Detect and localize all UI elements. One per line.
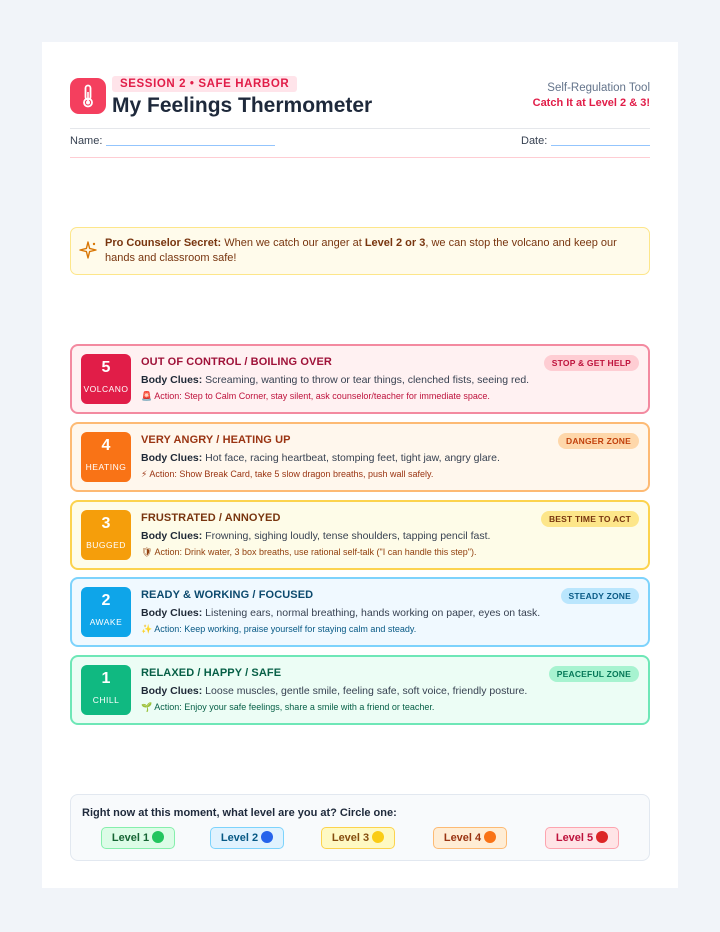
secret-text-b: , we can stop the volcano and keep our hands and classroom safe! [105, 237, 617, 264]
level-name: AWAKE [89, 617, 123, 627]
zone-badge: PEACEFUL ZONE [549, 666, 639, 682]
name-field[interactable] [106, 145, 275, 146]
body-clues [141, 685, 527, 697]
action-line [141, 391, 490, 402]
form-divider [70, 157, 650, 158]
zone-badge: DANGER ZONE [558, 433, 639, 449]
level-name: VOLCANO [83, 384, 129, 394]
option-label: Level 5 [555, 832, 594, 844]
secret-emphasis: Level 2 or 3 [364, 237, 426, 249]
level-3-option[interactable] [321, 827, 395, 849]
body-clues-label: Body Clues: [141, 374, 203, 386]
level-5-option[interactable] [545, 827, 619, 849]
level-2-option[interactable] [210, 827, 284, 849]
action-text: Action: Drink water, 3 box breaths, use rational self-talk ("I can handle this step"). [154, 547, 477, 557]
header [70, 76, 650, 126]
option-label: Level 1 [111, 832, 150, 844]
green-circle-icon [152, 831, 164, 843]
sparkle-icon [79, 241, 97, 259]
option-label: Level 2 [220, 832, 259, 844]
zone-badge: STOP & GET HELP [544, 355, 639, 371]
level-badge [81, 587, 131, 637]
level-number: 3 [101, 515, 111, 532]
counselor-secret-callout [70, 227, 650, 275]
level-badge [81, 510, 131, 560]
level-title: RELAXED / HAPPY / SAFE [141, 667, 282, 679]
sparkles-icon: ✨ [141, 624, 153, 634]
secret-lead: Pro Counselor Secret: [105, 237, 222, 249]
level-name: HEATING [85, 462, 127, 472]
level-card-3 [70, 500, 650, 570]
level-name: BUGGED [86, 540, 126, 550]
body-clues [141, 530, 490, 542]
body-clues-text: Listening ears, normal breathing, hands working on paper, eyes on task. [202, 607, 541, 619]
thermometer-icon [70, 78, 106, 114]
date-field[interactable] [551, 145, 650, 146]
action-text: Action: Enjoy your safe feelings, share a smile with a friend or teacher. [154, 702, 435, 712]
action-text: Action: Keep working, praise yourself for staying calm and steady. [154, 624, 417, 634]
action-text: Action: Step to Calm Corner, stay silent, ask counselor/teacher for immediate space. [154, 391, 490, 401]
tagline: Catch It at Level 2 & 3! [532, 97, 650, 109]
seedling-icon: 🌱 [141, 702, 153, 712]
name-date-row [70, 135, 650, 151]
action-line [141, 624, 416, 635]
body-clues [141, 607, 540, 619]
body-clues-label: Body Clues: [141, 607, 203, 619]
zone-badge: BEST TIME TO ACT [541, 511, 639, 527]
date-label: Date: [521, 135, 548, 147]
session-tag: SESSION 2 • SAFE HARBOR [112, 76, 297, 92]
level-badge [81, 665, 131, 715]
page-title: My Feelings Thermometer [112, 94, 373, 117]
option-label: Level 4 [443, 832, 482, 844]
action-text: Action: Show Break Card, take 5 slow dragon breaths, push wall safely. [149, 469, 434, 479]
level-number: 2 [101, 592, 111, 609]
secret-text-a: When we catch our anger at [221, 237, 365, 249]
body-clues-label: Body Clues: [141, 685, 203, 697]
level-card-4 [70, 422, 650, 492]
level-title: FRUSTRATED / ANNOYED [141, 512, 281, 524]
tool-label: Self-Regulation Tool [547, 82, 650, 94]
level-number: 5 [101, 359, 111, 376]
action-line [141, 547, 477, 558]
header-divider [70, 128, 650, 129]
level-badge [81, 432, 131, 482]
level-title: READY & WORKING / FOCUSED [141, 589, 314, 601]
zone-badge: STEADY ZONE [561, 588, 640, 604]
body-clues [141, 374, 529, 386]
body-clues-text: Screaming, wanting to throw or tear things, clenched fists, seeing red. [202, 374, 530, 386]
action-line [141, 469, 433, 480]
body-clues-label: Body Clues: [141, 530, 203, 542]
red-circle-icon [596, 831, 608, 843]
body-clues-label: Body Clues: [141, 452, 203, 464]
action-line [141, 702, 434, 713]
body-clues-text: Frowning, sighing loudly, tense shoulders, tapping pencil fast. [202, 530, 491, 542]
level-name: CHILL [92, 695, 120, 705]
level-title: OUT OF CONTROL / BOILING OVER [141, 356, 332, 368]
shield-icon: 🛡 [141, 547, 153, 557]
blue-circle-icon [261, 831, 273, 843]
level-card-1 [70, 655, 650, 725]
secret-text [105, 236, 640, 266]
level-number: 1 [101, 670, 111, 687]
level-title: VERY ANGRY / HEATING UP [141, 434, 291, 446]
name-label: Name: [70, 135, 103, 147]
level-number: 4 [101, 437, 111, 454]
orange-circle-icon [484, 831, 496, 843]
option-label: Level 3 [331, 832, 370, 844]
lightning-icon: ⚡ [141, 469, 148, 479]
yellow-circle-icon [372, 831, 384, 843]
level-card-5 [70, 344, 650, 414]
level-card-2 [70, 577, 650, 647]
body-clues-text: Loose muscles, gentle smile, feeling safe, soft voice, friendly posture. [202, 685, 528, 697]
checkin-box [70, 794, 650, 861]
level-4-option[interactable] [433, 827, 507, 849]
body-clues-text: Hot face, racing heartbeat, stomping feet, tight jaw, angry glare. [202, 452, 500, 464]
checkin-question: Right now at this moment, what level are you at? Circle one: [82, 807, 397, 819]
siren-icon: 🚨 [141, 391, 153, 401]
level-badge [81, 354, 131, 404]
level-1-option[interactable] [101, 827, 175, 849]
body-clues [141, 452, 500, 464]
worksheet-page [42, 42, 678, 888]
